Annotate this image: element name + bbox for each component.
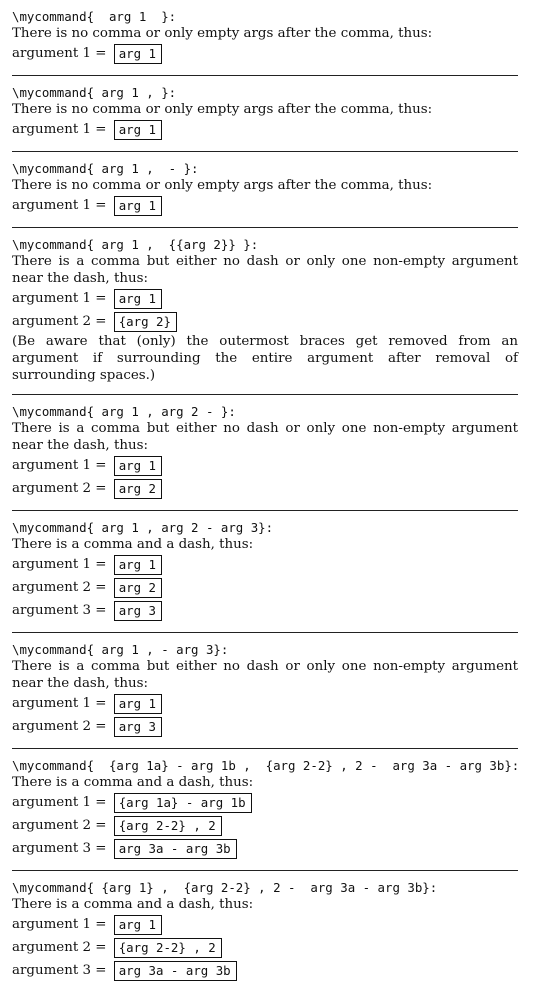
argument-label: argument 3 = (12, 603, 111, 618)
description-text: There is a comma and a dash, thus: (12, 775, 254, 790)
example-section (12, 639, 518, 743)
section-divider (12, 151, 518, 152)
argument-value-box: arg 3a - arg 3b (114, 839, 237, 859)
example-section (12, 755, 518, 865)
argument-row (12, 599, 518, 622)
section-divider (12, 75, 518, 76)
argument-label: argument 2 = (12, 818, 111, 833)
argument-row (12, 715, 518, 738)
description-text: There is a comma and a dash, thus: (12, 897, 254, 912)
argument-label: argument 1 = (12, 46, 111, 61)
argument-row (12, 454, 518, 477)
argument-label: argument 1 = (12, 122, 111, 137)
example-section (12, 158, 518, 222)
argument-label: argument 1 = (12, 198, 111, 213)
description-text: There is a comma but either no dash or only one non-empty argument near the dash, thus: (12, 659, 518, 691)
argument-label: argument 3 = (12, 841, 111, 856)
argument-label: argument 1 = (12, 696, 111, 711)
argument-label: argument 2 = (12, 314, 111, 329)
argument-value-box: arg 1 (114, 120, 162, 140)
example-section (12, 877, 518, 987)
argument-label: argument 1 = (12, 458, 111, 473)
section-divider (12, 870, 518, 871)
section-divider (12, 394, 518, 395)
argument-value-box: {arg 2-2} , 2 (114, 816, 222, 836)
argument-label: argument 1 = (12, 795, 111, 810)
command-line: \mycommand{ arg 1 , arg 2 - arg 3}: (12, 520, 274, 535)
argument-label: argument 1 = (12, 557, 111, 572)
argument-value-box: arg 1 (114, 196, 162, 216)
command-line: \mycommand{ {arg 1a} - arg 1b , {arg 2-2} , 2 - arg 3a - arg 3b}: (12, 758, 520, 773)
example-section (12, 6, 518, 70)
command-line: \mycommand{ arg 1 , arg 2 - }: (12, 404, 236, 419)
argument-value-box: {arg 2-2} , 2 (114, 938, 222, 958)
argument-row (12, 814, 518, 837)
description-text: There is a comma and a dash, thus: (12, 537, 254, 552)
argument-row (12, 477, 518, 500)
argument-value-box: arg 1 (114, 694, 162, 714)
description-text: There is a comma but either no dash or only one non-empty argument near the dash, thus: (12, 254, 518, 286)
command-line: \mycommand{ arg 1 , - }: (12, 161, 199, 176)
argument-value-box: arg 1 (114, 44, 162, 64)
argument-row (12, 791, 518, 814)
command-line: \mycommand{ arg 1 , - arg 3}: (12, 642, 229, 657)
argument-value-box: arg 2 (114, 479, 162, 499)
argument-value-box: arg 3 (114, 601, 162, 621)
command-line: \mycommand{ {arg 1} , {arg 2-2} , 2 - arg 3a - arg 3b}: (12, 880, 438, 895)
command-line: \mycommand{ arg 1 , }: (12, 85, 177, 100)
argument-value-box: arg 1 (114, 289, 162, 309)
argument-value-box: arg 1 (114, 456, 162, 476)
argument-row (12, 837, 518, 860)
argument-label: argument 2 = (12, 481, 111, 496)
argument-row (12, 936, 518, 959)
argument-row (12, 287, 518, 310)
command-line: \mycommand{ arg 1 }: (12, 9, 177, 24)
example-section (12, 401, 518, 505)
example-section (12, 234, 518, 389)
argument-row (12, 553, 518, 576)
argument-row (12, 576, 518, 599)
argument-row (12, 959, 518, 982)
argument-value-box: arg 1 (114, 555, 162, 575)
argument-row (12, 913, 518, 936)
argument-row (12, 310, 518, 333)
argument-row (12, 692, 518, 715)
argument-value-box: arg 2 (114, 578, 162, 598)
section-divider (12, 632, 518, 633)
note-text: (Be aware that (only) the outermost braces get removed from an argument if surrounding the entire argument after removal of surrounding spaces.) (12, 334, 518, 383)
argument-label: argument 3 = (12, 963, 111, 978)
argument-value-box: {arg 1a} - arg 1b (114, 793, 252, 813)
argument-value-box: arg 3a - arg 3b (114, 961, 237, 981)
argument-label: argument 2 = (12, 580, 111, 595)
command-line: \mycommand{ arg 1 , {{arg 2}} }: (12, 237, 259, 252)
example-section (12, 82, 518, 146)
section-divider (12, 510, 518, 511)
argument-label: argument 1 = (12, 291, 111, 306)
argument-label: argument 2 = (12, 719, 111, 734)
argument-row (12, 194, 518, 217)
argument-row (12, 42, 518, 65)
argument-value-box: {arg 2} (114, 312, 177, 332)
argument-value-box: arg 1 (114, 915, 162, 935)
section-divider (12, 227, 518, 228)
argument-row (12, 118, 518, 141)
argument-value-box: arg 3 (114, 717, 162, 737)
description-text: There is no comma or only empty args after the comma, thus: (12, 178, 433, 193)
argument-label: argument 2 = (12, 940, 111, 955)
argument-label: argument 1 = (12, 917, 111, 932)
description-text: There is a comma but either no dash or only one non-empty argument near the dash, thus: (12, 421, 518, 453)
description-text: There is no comma or only empty args after the comma, thus: (12, 102, 433, 117)
section-divider (12, 748, 518, 749)
example-section (12, 517, 518, 627)
description-text: There is no comma or only empty args after the comma, thus: (12, 26, 433, 41)
